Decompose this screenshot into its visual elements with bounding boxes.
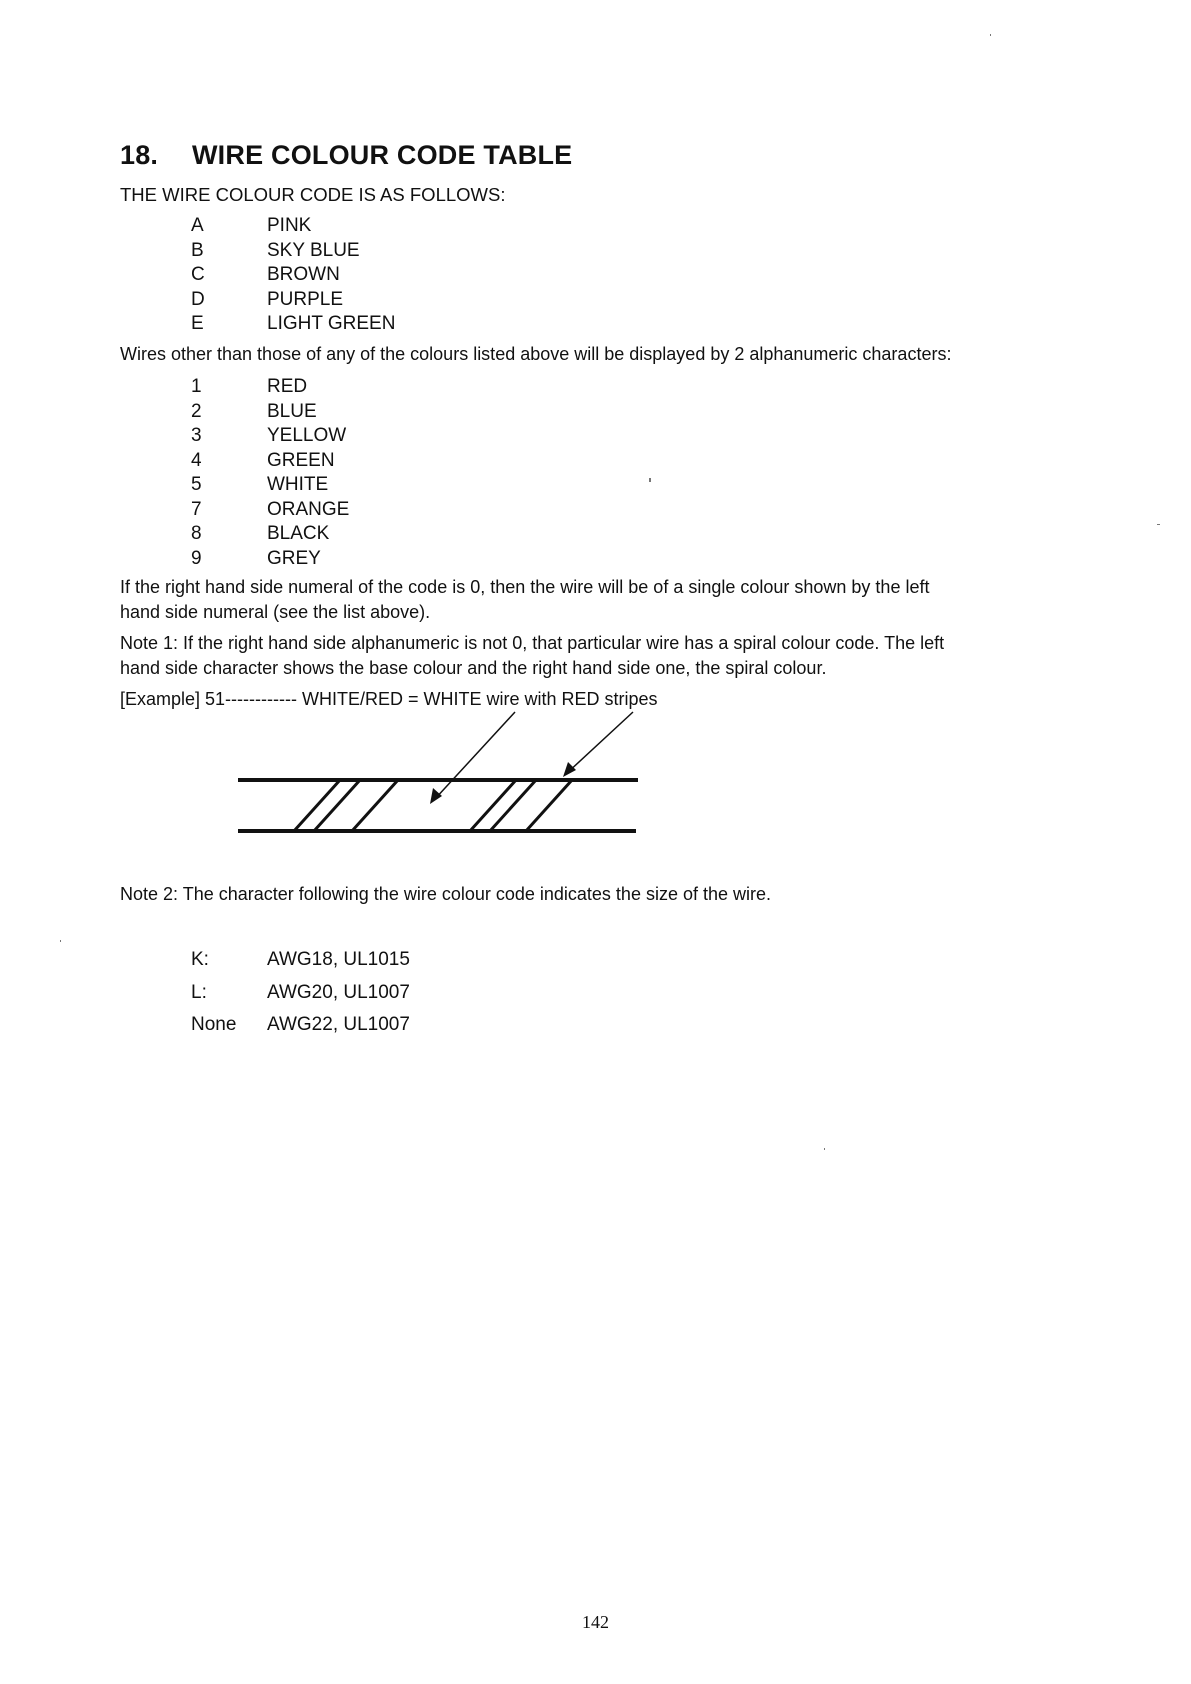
size-value: AWG18, UL1015 <box>267 949 410 970</box>
scan-speck <box>649 478 651 482</box>
size-code: L: <box>191 981 207 1003</box>
list-item <box>191 498 349 523</box>
section-heading <box>120 140 572 171</box>
size-code: K: <box>191 949 209 970</box>
colour: RED <box>267 376 308 397</box>
note-1-line-2: hand side character shows the base colour and the right hand side one, the spiral colour. <box>120 658 827 678</box>
code: C <box>191 264 205 285</box>
wire-size-list <box>191 944 410 1042</box>
colour: GREY <box>267 547 321 569</box>
stripe-2a <box>470 780 516 831</box>
scan-speck <box>990 34 991 36</box>
example-text: [Example] 51------------ WHITE/RED = WHITE wire with RED stripes <box>120 689 658 709</box>
arrowhead-white <box>430 788 442 804</box>
colour: PINK <box>267 215 312 236</box>
striped-wire-diagram <box>230 700 650 840</box>
single-colour-line-2: hand side numeral (see the list above). <box>120 602 431 622</box>
list-item <box>191 263 395 288</box>
list-item <box>191 375 349 400</box>
stripe-1a <box>294 780 340 831</box>
arrowhead-red <box>563 762 576 777</box>
other-wires-text: Wires other than those of any of the colours listed above will be displayed by 2 alphanumeric characters: <box>120 344 952 364</box>
note-2: Note 2: The character following the wire colour code indicates the size of the wire. <box>120 884 772 904</box>
scan-speck <box>1157 524 1160 525</box>
code: 1 <box>191 376 202 397</box>
code: A <box>191 215 204 236</box>
code: 5 <box>191 474 202 495</box>
list-item <box>191 312 395 337</box>
scan-speck <box>60 940 61 942</box>
code: 3 <box>191 425 202 446</box>
scan-speck <box>824 1148 825 1150</box>
list-item <box>191 522 349 547</box>
colour: ORANGE <box>267 498 350 520</box>
single-colour-paragraph <box>120 575 929 625</box>
colour: WHITE <box>267 474 329 495</box>
pointer-line-red <box>566 712 633 774</box>
note-1 <box>120 631 944 681</box>
letter-code-list <box>191 214 395 337</box>
size-value: AWG22, UL1007 <box>267 1014 410 1035</box>
list-item <box>191 547 349 572</box>
colour: YELLOW <box>267 425 347 446</box>
list-item <box>191 1009 410 1042</box>
stripe-2c <box>526 780 572 831</box>
code: D <box>191 288 205 310</box>
list-item <box>191 473 349 498</box>
code: E <box>191 313 204 334</box>
list-item <box>191 239 395 264</box>
list-item <box>191 400 349 425</box>
list-item <box>191 449 349 474</box>
stripe-1c <box>352 780 398 831</box>
code: 4 <box>191 449 202 471</box>
list-item <box>191 424 349 449</box>
code: 2 <box>191 400 202 422</box>
size-code: None <box>191 1014 237 1035</box>
section-number: 18. <box>120 140 159 170</box>
stripe-1b <box>314 780 360 831</box>
colour: BLUE <box>267 400 317 422</box>
colour: SKY BLUE <box>267 239 360 261</box>
code: 7 <box>191 498 202 520</box>
stripe-2b <box>490 780 536 831</box>
code: 8 <box>191 523 202 544</box>
code: 9 <box>191 547 202 569</box>
size-value: AWG20, UL1007 <box>267 981 410 1003</box>
page-number: 142 <box>582 1612 609 1632</box>
list-item <box>191 214 395 239</box>
list-item <box>191 977 410 1010</box>
colour: BLACK <box>267 523 330 544</box>
intro-text: THE WIRE COLOUR CODE IS AS FOLLOWS: <box>120 184 506 205</box>
single-colour-line-1: If the right hand side numeral of the code is 0, then the wire will be of a single colour shown by the left <box>120 577 930 597</box>
colour: GREEN <box>267 449 335 471</box>
numeric-code-list <box>191 375 349 571</box>
pointer-line-white <box>434 712 515 800</box>
note-1-line-1: Note 1: If the right hand side alphanumeric is not 0, that particular wire has a spiral colour code. The left <box>120 633 945 653</box>
section-title: WIRE COLOUR CODE TABLE <box>192 140 573 170</box>
list-item <box>191 288 395 313</box>
colour: BROWN <box>267 264 340 285</box>
colour: LIGHT GREEN <box>267 313 396 334</box>
colour: PURPLE <box>267 288 344 310</box>
list-item <box>191 944 410 977</box>
code: B <box>191 239 204 261</box>
